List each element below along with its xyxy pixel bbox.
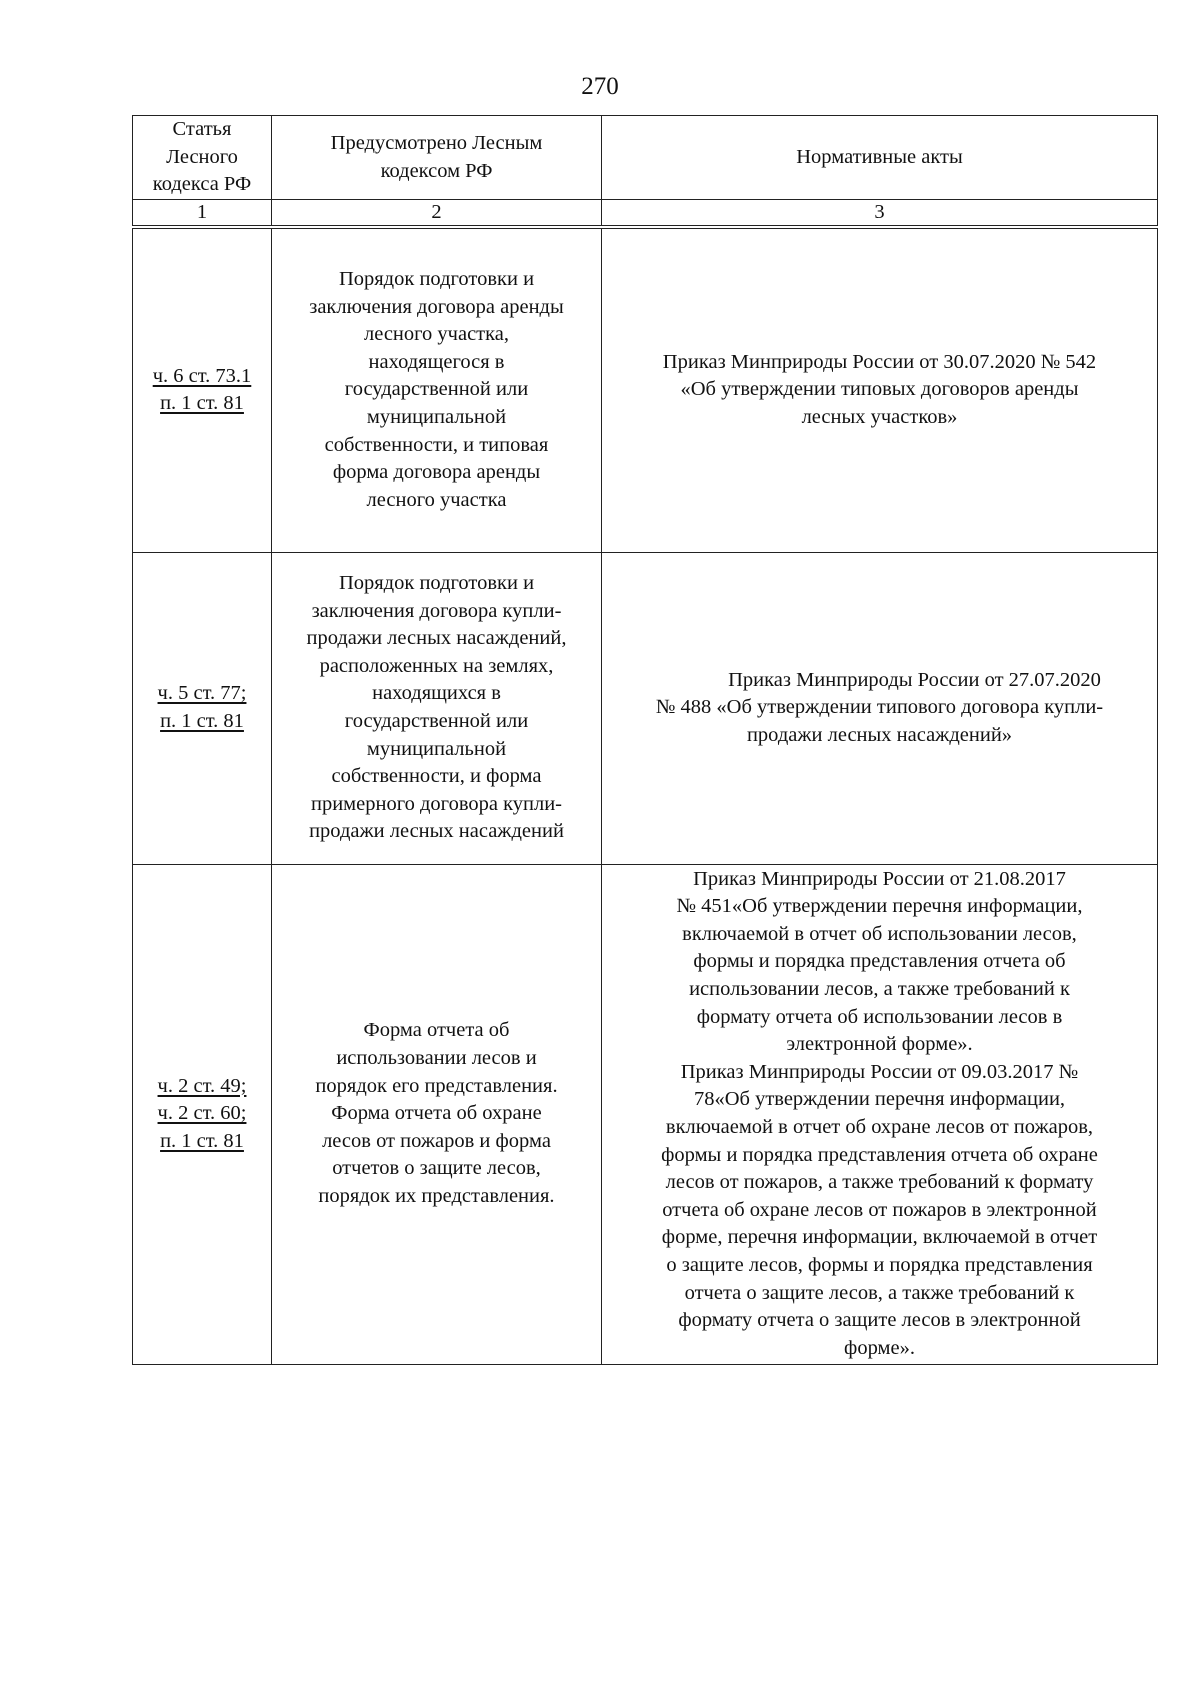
table-row — [133, 864, 1158, 1364]
acts-cell: Приказ Минприроды России от 30.07.2020 № 542 «Об утверждении типовых договоров аренды лесных участков» — [602, 227, 1158, 552]
header-acts: Нормативные акты — [602, 116, 1158, 200]
article-link[interactable]: ч. 5 ст. 77; — [157, 682, 247, 705]
article-link[interactable]: ч. 2 ст. 49; — [157, 1074, 247, 1097]
page-number: 270 — [581, 73, 619, 100]
table-row — [133, 227, 1158, 552]
provision-cell: Порядок подготовки и заключения договора аренды лесного участка, находящегося в государственной или муниципальной собственности, и типовая форма договора аренды лесного участка — [272, 227, 602, 552]
acts-cell: Приказ Минприроды России от 27.07.2020 № 488 «Об утверждении типового договора купли- продажи лесных насаждений» — [602, 552, 1158, 864]
header-article: Статья Лесного кодекса РФ — [133, 116, 272, 200]
column-number: 3 — [602, 200, 1158, 228]
article-references — [133, 552, 272, 864]
article-link[interactable]: ч. 2 ст. 60; — [157, 1102, 247, 1125]
article-references — [133, 864, 272, 1364]
article-link[interactable]: ч. 6 ст. 73.1 — [152, 364, 252, 387]
table-row — [133, 552, 1158, 864]
article-references — [133, 227, 272, 552]
provision-cell: Порядок подготовки и заключения договора купли- продажи лесных насаждений, расположенных на землях, находящихся в государственной или муниципальной собственности, и форма примерного договора купли- продажи лесных насаждений — [272, 552, 602, 864]
article-link[interactable]: п. 1 ст. 81 — [160, 1129, 244, 1152]
header-provision: Предусмотрено Лесным кодексом РФ — [272, 116, 602, 200]
provision-cell: Форма отчета об использовании лесов и порядок его представления. Форма отчета об охране лесов от пожаров и форма отчетов о защите лесов, порядок их представления. — [272, 864, 602, 1364]
column-number: 2 — [272, 200, 602, 228]
normative-acts-table — [132, 115, 1158, 1365]
column-number: 1 — [133, 200, 272, 228]
acts-cell: Приказ Минприроды России от 21.08.2017 № 451«Об утверждении перечня информации, включаемой в отчет об использовании лесов, формы и порядка представления отчета об использовании лесов, а также требований к формату отчета об использовании лесов в электронной форме». Приказ Минприроды России от 09.03.2017 № 78«Об утверждении перечня информации, включаемой в отчет об охране лесов от пожаров, формы и порядка представления отчета об охране лесов от пожаров, а также требований к формату отчета об охране лесов от пожаров в электронной форме, перечня информации, включаемой в отчет о защите лесов, формы и порядка представления отчета о защите лесов, а также требований к формату отчета о защите лесов в электронной форме». — [602, 864, 1158, 1364]
article-link[interactable]: п. 1 ст. 81 — [160, 392, 244, 415]
column-number-row — [133, 200, 1158, 228]
table-header-row — [133, 116, 1158, 200]
article-link[interactable]: п. 1 ст. 81 — [160, 710, 244, 732]
